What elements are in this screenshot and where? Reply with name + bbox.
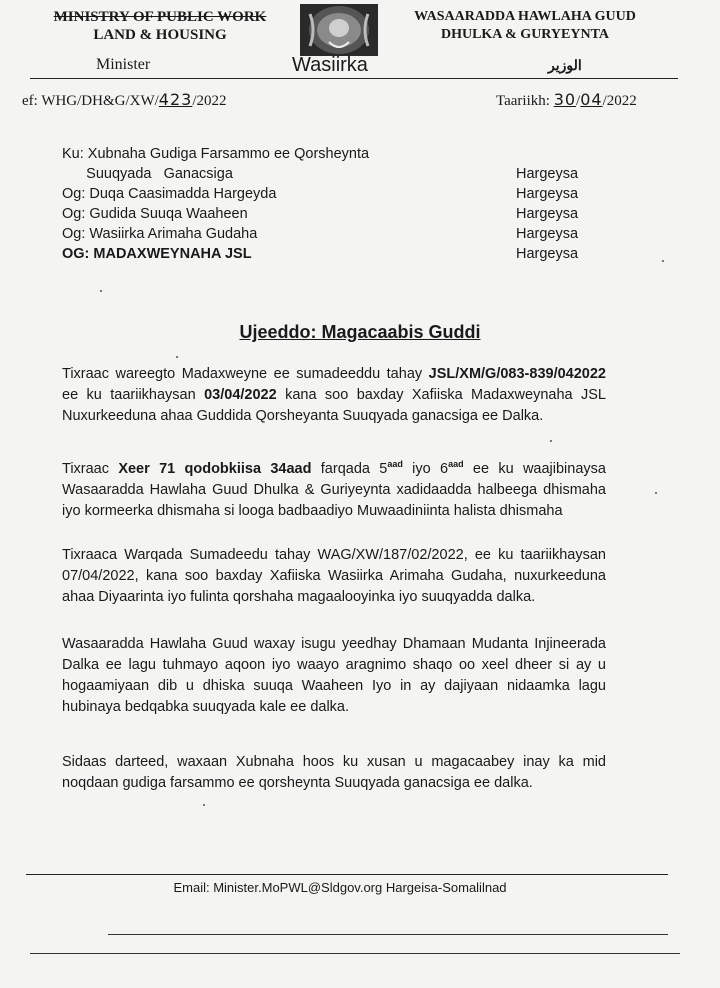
ministry-name-en: MINISTRY OF PUBLIC WORK bbox=[53, 9, 267, 25]
reference-number bbox=[22, 90, 227, 110]
reference-prefix: WHG/DH&G/XW/ bbox=[41, 93, 159, 109]
scan-speck bbox=[662, 260, 664, 262]
addressee-city: Hargeysa bbox=[516, 246, 579, 262]
scan-speck bbox=[100, 290, 102, 292]
reference-label: ef: bbox=[22, 93, 38, 109]
body-paragraph-1 bbox=[62, 364, 606, 427]
addressee-line: OG: MADAXWEYNAHA JSL bbox=[62, 246, 252, 262]
p1-circular-ref: JSL/XM/G/083-839/042022 bbox=[428, 366, 606, 382]
footer-location: Hargeisa-Somalilnad bbox=[385, 880, 507, 895]
date-month: 04 bbox=[580, 90, 603, 109]
scan-speck bbox=[550, 440, 552, 442]
addressee-city: Hargeysa bbox=[516, 226, 579, 242]
letter-date bbox=[496, 90, 637, 110]
footer-divider bbox=[26, 874, 668, 875]
p2-text-d: ee ku waajibinaysa Wasaaradda Hawlaha Guud Dhulka & Guriyeynta xadidaadda halbeega dhismaha iyo kormeerka dhismaha si looga badbaadiyo Muwaadiniinta halista dhismaha bbox=[62, 460, 606, 519]
p2-text-a: Tixraac bbox=[62, 460, 119, 477]
letterhead-english bbox=[30, 8, 290, 44]
scan-speck bbox=[655, 492, 657, 494]
addressee-city: Hargeysa bbox=[516, 186, 579, 202]
minister-title-ar: الوزير bbox=[548, 59, 582, 74]
letterhead-divider bbox=[30, 78, 678, 79]
footer-contact bbox=[0, 880, 680, 895]
minister-title-so: Wasiirka bbox=[292, 54, 368, 76]
body-paragraph-5: Sidaas darteed, waxaan Xubnaha hoos ku xusan u magacaabey inay ka mid noqdaan gudiga farsammo ee qorsheynta Suuqyada ganacsiga ee dalka. bbox=[62, 754, 606, 791]
date-label: Taariikh: bbox=[496, 93, 550, 109]
p2-law-ref: Xeer 71 qodobkiisa 34aad bbox=[118, 460, 312, 477]
p1-circular-date: 03/04/2022 bbox=[204, 387, 277, 403]
reference-handwritten-number: 423 bbox=[158, 90, 193, 109]
scan-speck bbox=[176, 356, 178, 358]
email-address: Minister.MoPWL@Sldgov.org bbox=[213, 880, 383, 895]
ministry-name-so: WASAARADDA HAWLAHA GUUD bbox=[414, 9, 636, 24]
p1-text-b: ee ku taariikhaysan bbox=[62, 387, 205, 403]
p1-text-c: kana soo baxday Xafiiska Madaxweynaha JSL Nuxurkeeduna ahaa Guddida Qorsheyanta Suuqyada ganacsiga ee Dalka. bbox=[62, 387, 606, 424]
date-day: 30 bbox=[553, 90, 577, 109]
letterhead-somali bbox=[390, 8, 660, 44]
addressee-line: Og: Wasiirka Arimaha Gudaha bbox=[62, 226, 258, 242]
date-sep: / bbox=[576, 93, 581, 109]
addressee-line: Ku: Xubnaha Gudiga Farsammo ee Qorsheynta bbox=[62, 146, 370, 162]
scan-speck bbox=[203, 804, 205, 806]
reference-year: /2022 bbox=[192, 93, 227, 109]
footer-rule bbox=[108, 934, 668, 935]
state-emblem-icon bbox=[296, 2, 382, 58]
minister-title-en: Minister bbox=[96, 56, 151, 73]
subject-heading: Ujeeddo: Magacaabis Guddi bbox=[239, 322, 481, 342]
addressee-line: Og: Gudida Suuqa Waaheen bbox=[62, 206, 248, 222]
footer-rule bbox=[30, 953, 680, 954]
ministry-subtitle-so: DHULKA & GURYEYNTA bbox=[440, 27, 610, 42]
date-year: /2022 bbox=[602, 93, 637, 109]
body-paragraph-4: Wasaaradda Hawlaha Guud waxay isugu yeedhay Dhamaan Mudanta Injineerada Dalka ee lagu tuhmayo aqoon iyo waayo aragnimo shaqo oo xeel dheer si ay u hogaamiyaan dib u dhiska suuqa Waaheen Iyo in ay dajiyaan nidaamka lagu hubinaya bedqabka suuqyada kale ee dalka. bbox=[62, 636, 606, 715]
p2-text-b: farqada 5 bbox=[311, 460, 388, 477]
p2-text-c: iyo 6 bbox=[402, 460, 449, 477]
body-paragraph-3: Tixraaca Warqada Sumadeedu tahay WAG/XW/187/02/2022, ee ku taariikhaysan 07/04/2022, kana soo baxday Xafiiska Wasiirka Arimaha Gudaha, nuxurkeeduna ahaa Diyaarinta iyo fulinta qorshaha magaalooyinka iyo suuqyadda dalka. bbox=[62, 547, 606, 605]
ministry-subtitle-en: LAND & HOUSING bbox=[93, 27, 227, 43]
addressee-city: Hargeysa bbox=[516, 206, 579, 222]
addressee-line: Suuqyada Ganacsiga bbox=[62, 166, 233, 182]
p2-ordinal-2: aad bbox=[448, 459, 464, 469]
email-label: Email: bbox=[173, 880, 210, 895]
body-paragraph-2 bbox=[62, 454, 606, 522]
addressee-city: Hargeysa bbox=[516, 166, 579, 182]
p1-text-a: Tixraac wareegto Madaxweyne ee sumadeeddu tahay bbox=[62, 366, 429, 382]
addressee-line: Og: Duqa Caasimadda Hargeyda bbox=[62, 186, 277, 202]
p2-ordinal-1: aad bbox=[387, 459, 403, 469]
